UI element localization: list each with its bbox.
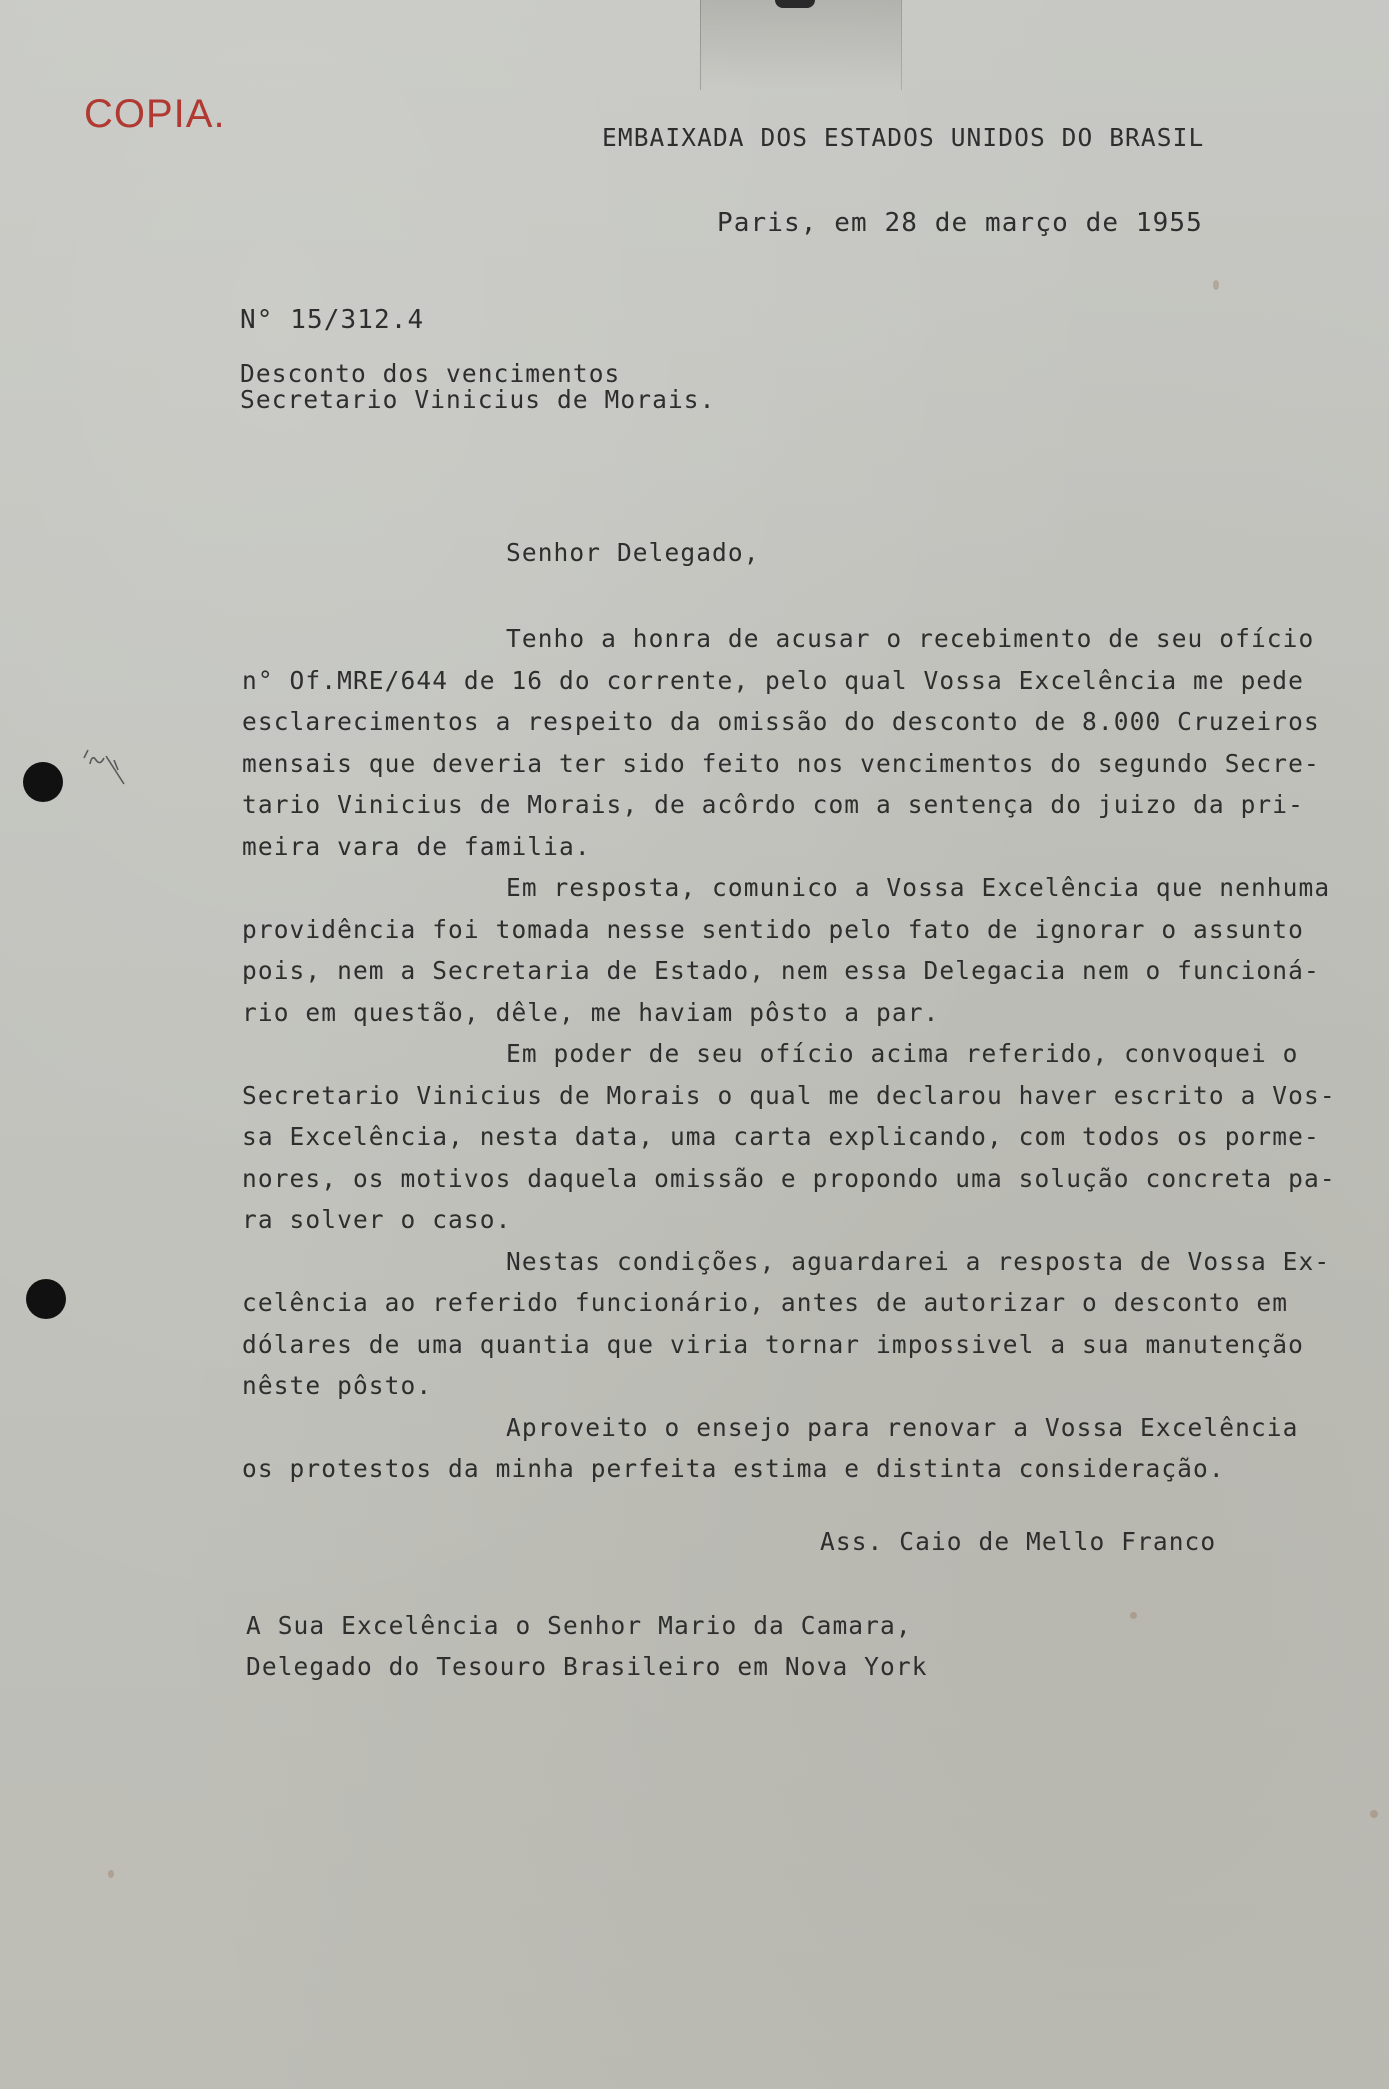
body-line: ra solver o caso. xyxy=(242,1205,512,1234)
body-line: meira vara de familia. xyxy=(242,831,591,861)
pencil-annotation xyxy=(78,746,148,801)
subject-line: Secretario Vinicius de Morais. xyxy=(240,385,716,414)
paper-tear xyxy=(775,0,815,8)
punch-hole xyxy=(26,1279,66,1319)
body-line: os protestos da minha perfeita estima e distinta consideração. xyxy=(242,1454,1225,1483)
body-line: nêste pôsto. xyxy=(242,1371,433,1400)
body-line: Em poder de seu ofício acima referido, convoquei o xyxy=(506,1039,1299,1068)
signature-line: Ass. Caio de Mello Franco xyxy=(820,1527,1217,1556)
salutation: Senhor Delegado, xyxy=(506,538,760,567)
body-line: dólares de uma quantia que viria tornar impossivel a sua manutenção xyxy=(242,1329,1304,1359)
paper-stain xyxy=(1130,1612,1137,1619)
copy-stamp: COPIA. xyxy=(84,92,226,136)
reference-number: N° 15/312.4 xyxy=(240,305,425,335)
body-line: Em resposta, comunico a Vossa Excelência que nenhuma xyxy=(506,873,1331,902)
punch-hole xyxy=(23,762,63,802)
paper-stain xyxy=(108,1870,114,1878)
date-line: Paris, em 28 de março de 1955 xyxy=(717,208,1203,238)
body-line: esclarecimentos a respeito da omissão do desconto de 8.000 Cruzeiros xyxy=(242,707,1320,736)
addressee-line: Delegado do Tesouro Brasileiro em Nova York xyxy=(246,1652,928,1681)
body-line: celência ao referido funcionário, antes de autorizar o desconto em xyxy=(242,1288,1289,1317)
body-line: providência foi tomada nesse sentido pelo fato de ignorar o assunto xyxy=(242,914,1304,944)
body-line: rio em questão, dêle, me haviam pôsto a par. xyxy=(242,997,940,1027)
body-line: Tenho a honra de acusar o recebimento de seu ofício xyxy=(506,624,1315,653)
body-line: Secretario Vinicius de Morais o qual me declarou haver escrito a Vos- xyxy=(242,1080,1336,1110)
addressee-line: A Sua Excelência o Senhor Mario da Camara, xyxy=(246,1611,912,1640)
paper-stain xyxy=(1370,1810,1378,1818)
paper-stain xyxy=(1213,280,1219,290)
body-line: Aproveito o ensejo para renovar a Vossa Excelência xyxy=(506,1412,1299,1442)
paper-fold xyxy=(700,0,902,90)
body-line: mensais que deveria ter sido feito nos vencimentos do segundo Secre- xyxy=(242,748,1320,778)
embassy-header: EMBAIXADA DOS ESTADOS UNIDOS DO BRASIL xyxy=(602,123,1205,152)
body-line: Nestas condições, aguardarei a resposta de Vossa Ex- xyxy=(506,1246,1331,1276)
body-line: pois, nem a Secretaria de Estado, nem essa Delegacia nem o funcioná- xyxy=(242,956,1320,985)
subject-line: Desconto dos vencimentos xyxy=(240,359,621,388)
body-line: sa Excelência, nesta data, uma carta explicando, com todos os porme- xyxy=(242,1122,1320,1151)
body-line: nores, os motivos daquela omissão e propondo uma solução concreta pa- xyxy=(242,1163,1336,1193)
letter-body xyxy=(242,618,1382,1490)
body-line: n° Of.MRE/644 de 16 do corrente, pelo qual Vossa Excelência me pede xyxy=(242,665,1304,695)
body-line: tario Vinicius de Morais, de acôrdo com a sentença do juizo da pri- xyxy=(242,790,1304,819)
